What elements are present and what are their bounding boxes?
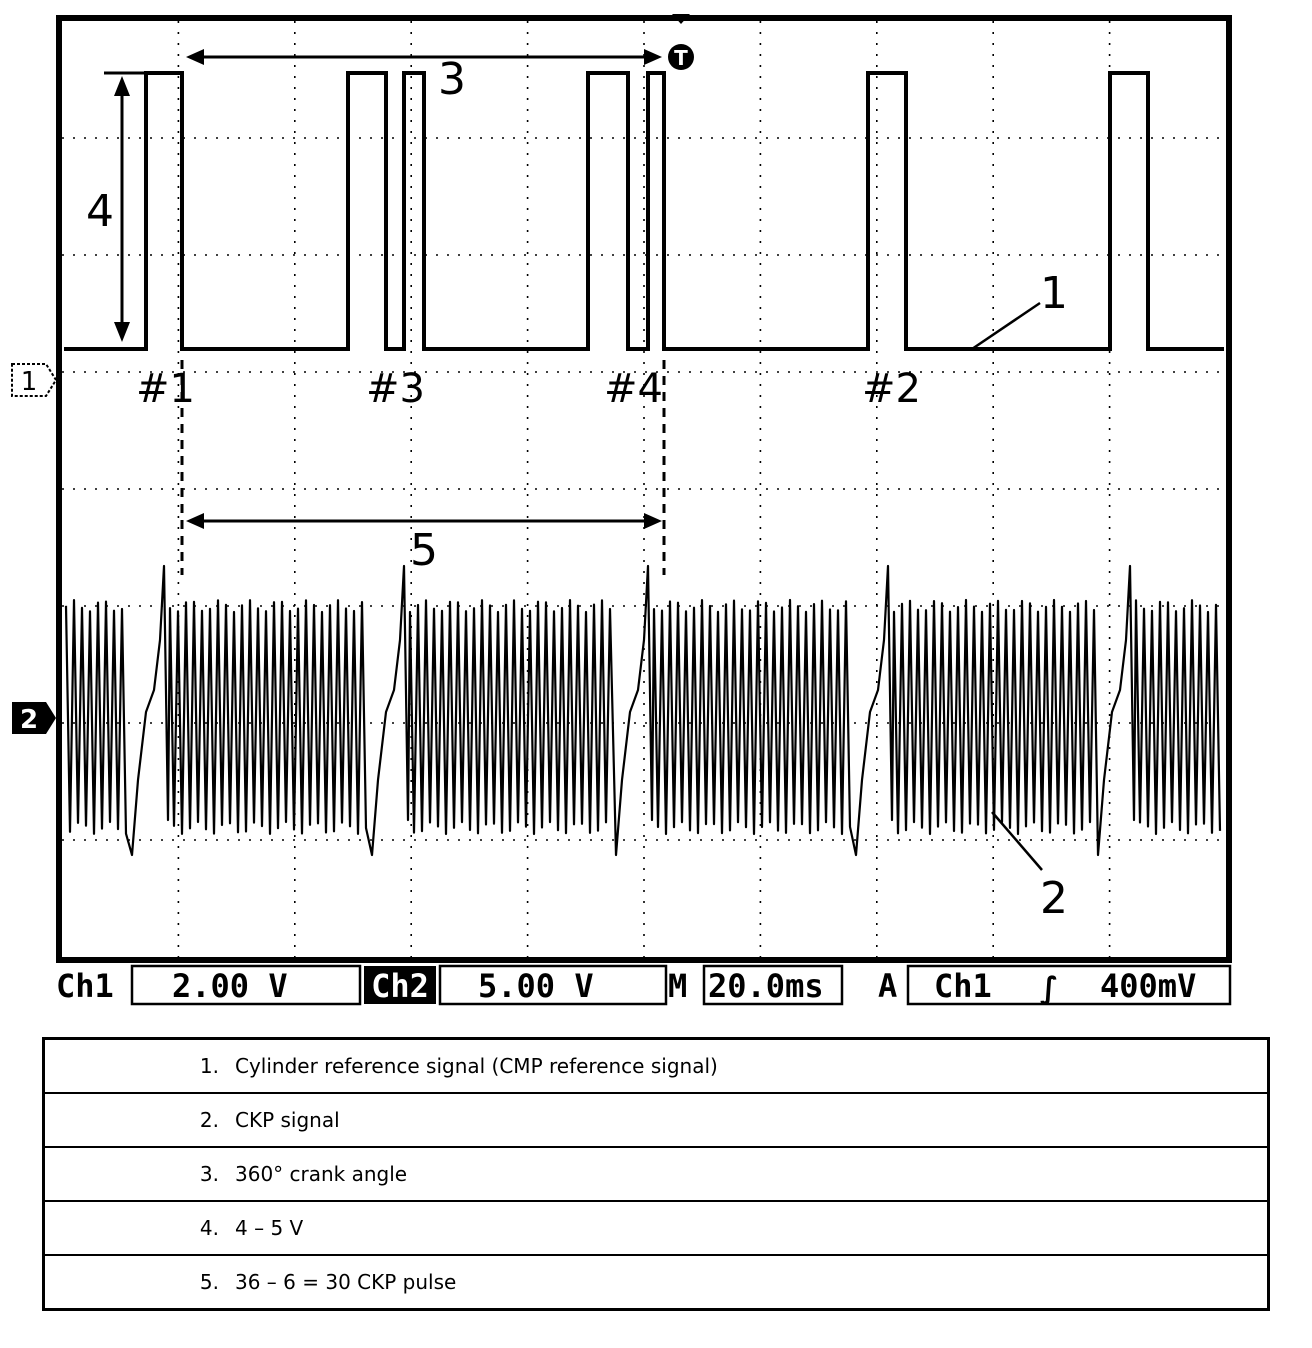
legend-number: 4. bbox=[199, 1216, 219, 1240]
legend-number: 5. bbox=[199, 1270, 219, 1294]
legend-number: 3. bbox=[199, 1162, 219, 1186]
callout-label-2: 2 bbox=[1040, 873, 1068, 924]
ch1-ground-marker bbox=[12, 364, 56, 397]
legend-row bbox=[44, 1093, 1269, 1147]
callout-label-3: 3 bbox=[438, 54, 466, 105]
legend-table bbox=[42, 1037, 1270, 1311]
legend-row bbox=[44, 1039, 1269, 1094]
ch1-scale: 2.00 V bbox=[172, 967, 288, 1005]
legend-text: 36 – 6 = 30 CKP pulse bbox=[235, 1270, 457, 1294]
ch2-label: Ch2 bbox=[371, 967, 429, 1005]
callout-label-4: 4 bbox=[86, 186, 114, 237]
trigger-mode: A bbox=[878, 967, 898, 1005]
ch1-ground-marker-label: 1 bbox=[20, 367, 38, 397]
trigger-marker-label: T bbox=[674, 46, 688, 70]
legend-text: 4 – 5 V bbox=[235, 1216, 304, 1240]
legend-text: 360° crank angle bbox=[235, 1162, 408, 1186]
legend-number: 2. bbox=[199, 1108, 219, 1132]
pulse-label-2: #2 bbox=[862, 366, 921, 412]
legend-cell bbox=[44, 1201, 1269, 1255]
ch2-ground-marker-label: 2 bbox=[19, 705, 39, 735]
pulse-label-4: #4 bbox=[604, 366, 663, 412]
ch2-ground-marker bbox=[12, 702, 56, 735]
pulse-label-3: #3 bbox=[366, 366, 425, 412]
ch1-label: Ch1 bbox=[56, 967, 114, 1005]
callout-label-1: 1 bbox=[1040, 268, 1068, 319]
pulse-label-1: #1 bbox=[136, 366, 195, 412]
time-scale: 20.0ms bbox=[708, 967, 824, 1005]
legend-row bbox=[44, 1147, 1269, 1201]
legend-row bbox=[44, 1201, 1269, 1255]
legend-cell bbox=[44, 1093, 1269, 1147]
legend-number: 1. bbox=[199, 1054, 219, 1078]
legend-row bbox=[44, 1255, 1269, 1310]
callout-label-5: 5 bbox=[410, 525, 438, 576]
ch2-scale: 5.00 V bbox=[478, 967, 594, 1005]
time-label: M bbox=[668, 967, 688, 1005]
legend-cell bbox=[44, 1147, 1269, 1201]
legend-text: CKP signal bbox=[235, 1108, 340, 1132]
legend-text: Cylinder reference signal (CMP reference signal) bbox=[235, 1054, 718, 1078]
legend-cell bbox=[44, 1039, 1269, 1094]
trigger-source: Ch1 bbox=[934, 967, 992, 1005]
status-bar bbox=[56, 966, 1230, 1006]
legend-cell bbox=[44, 1255, 1269, 1310]
trigger-slope: ∫ bbox=[1040, 971, 1059, 1006]
trigger-level: 400mV bbox=[1100, 967, 1197, 1005]
